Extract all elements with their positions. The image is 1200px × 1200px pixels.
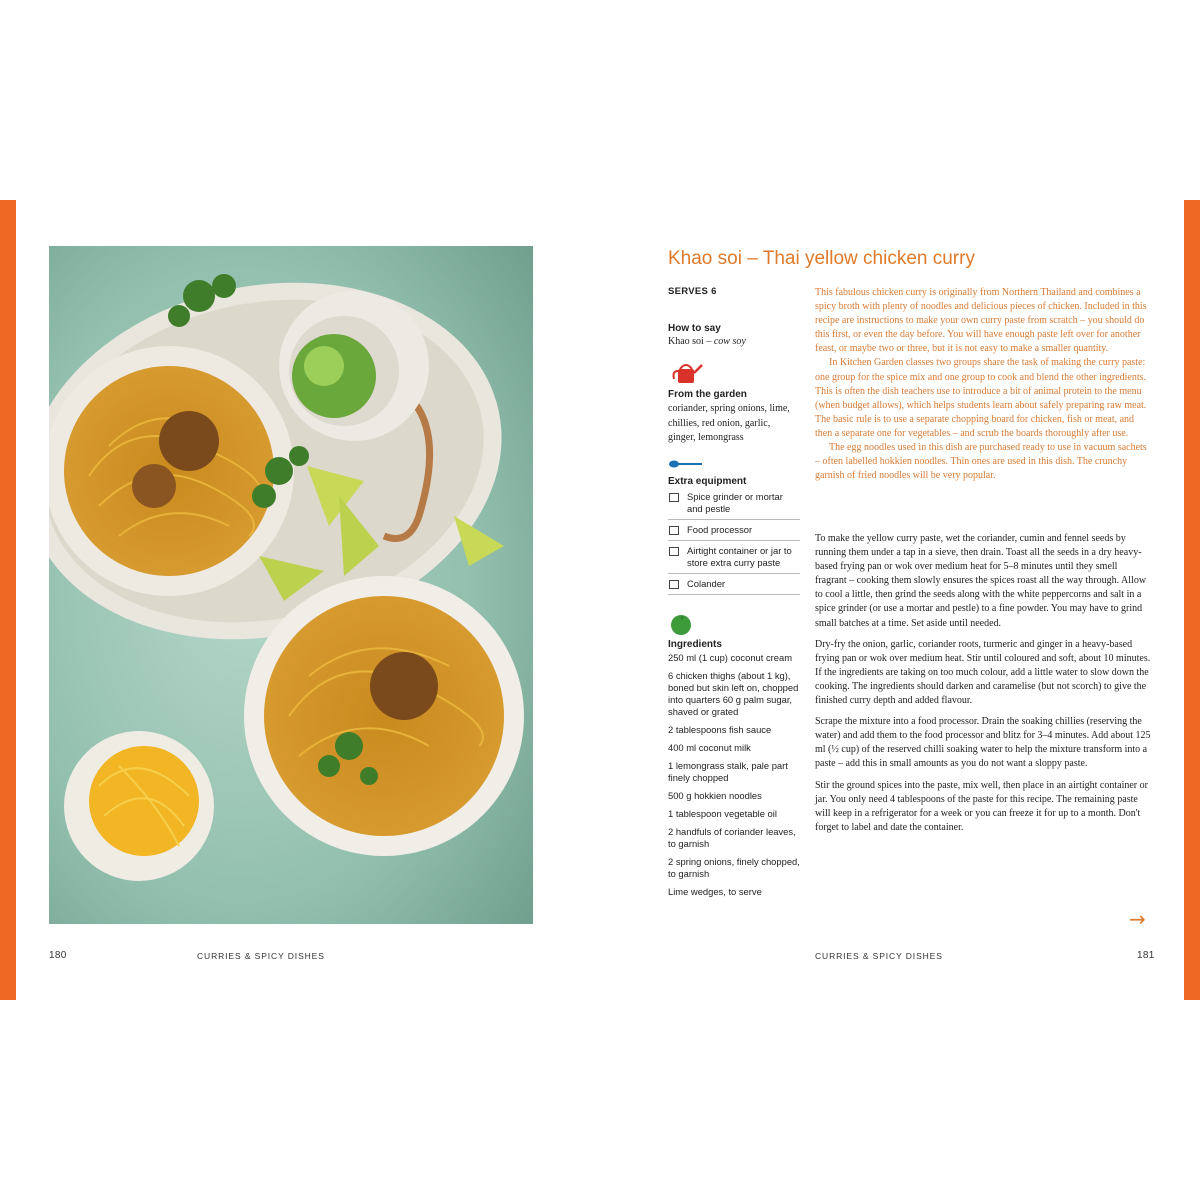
garden-heading: From the garden	[668, 389, 747, 400]
recipe-title: Khao soi – Thai yellow chicken curry	[668, 248, 975, 269]
right-edge-tab	[1184, 200, 1200, 1000]
equipment-item[interactable]: Food processor	[668, 520, 800, 541]
method-paragraph: To make the yellow curry paste, wet the coriander, cumin and fennel seeds by running them under a tap in a sieve, then drain. Toast all the seeds in a dry heavy-based frying pan or wok over medium heat for 5–8 minutes until they smell fragrant – cooking them slowly ensures the spices roast all the way through. Allow to cool a little, then grind the seeds along with the white peppercorns and salt in a spice grinder (or use a mortar and pestle) to a fine powder. You may have to grind small batches at a time. Set aside until needed.	[815, 533, 1147, 629]
ingredient-item: 400 ml coconut milk	[668, 741, 751, 753]
dish-photo	[49, 246, 533, 924]
serves-label: SERVES 6	[668, 286, 717, 297]
right-running-head: CURRIES & SPICY DISHES	[815, 951, 943, 961]
ingredient-item: 6 chicken thighs (about 1 kg), boned but skin left on, chopped into quarters 60 g palm sugar, shaved or grated	[668, 669, 799, 717]
equipment-item[interactable]: Colander	[668, 574, 800, 595]
ingredient-item: 2 tablespoons fish sauce	[668, 723, 772, 735]
ingredients-list	[668, 652, 800, 898]
ingredients-heading: Ingredients	[668, 638, 722, 650]
spoon-icon	[668, 458, 800, 472]
next-page-arrow-icon[interactable]: →	[1129, 907, 1146, 931]
pronunciation: Khao soi – cow soy	[668, 336, 746, 347]
method-paragraph: Dry-fry the onion, garlic, coriander roots, turmeric and ginger in a heavy-based frying pan or wok over medium heat. Stir until coloured and soft, about 10 minutes. If the ingredients are taking on too much colour, add a little water to slow down the cooking. The ingredients should darken and caramelise (but not scorch) to give the finished curry depth and added flavour.	[815, 638, 1151, 707]
checkbox[interactable]	[669, 580, 679, 589]
ingredient-item: 2 spring onions, finely chopped, to garnish	[668, 855, 800, 879]
left-folio: 180	[49, 950, 67, 961]
checkbox[interactable]	[669, 526, 679, 535]
ingredient-item: 250 ml (1 cup) coconut cream	[668, 651, 793, 663]
ingredient-item: 2 handfuls of coriander leaves, to garnish	[668, 825, 796, 849]
recipe-sidebar	[668, 286, 800, 904]
how-to-say-heading: How to say	[668, 323, 721, 334]
intro-paragraph: This fabulous chicken curry is originally from Northern Thailand and combines a spicy broth with plenty of noodles and delicious pieces of chicken. Included in this recipe are instructions to make your own curry paste from scratch – you should do this first, or even the day before. You will have enough paste left over for another feast, or maybe two or three, but it is not easy to make a smaller quantity.	[815, 287, 1147, 355]
equipment-list	[668, 489, 800, 595]
tomato-icon	[668, 611, 800, 635]
book-spread	[0, 200, 1200, 1000]
watering-can-icon	[668, 361, 800, 385]
ingredient-item: 500 g hokkien noodles	[668, 789, 762, 801]
equipment-item[interactable]: Airtight container or jar to store extra curry paste	[668, 541, 800, 574]
ingredient-item: 1 lemongrass stalk, pale part finely chopped	[668, 759, 788, 783]
equipment-heading: Extra equipment	[668, 475, 747, 487]
left-running-head: CURRIES & SPICY DISHES	[197, 951, 325, 961]
checkbox[interactable]	[669, 547, 679, 556]
intro-paragraph: In Kitchen Garden classes two groups share the task of making the curry paste: one group for the spice mix and one group to cook and blend the other ingredients. This is often the dish teachers use to introduce a bit of animal protein to the menu (when budget allows), which helps students learn about safely preparing raw meat. The basic rule is to use a separate chopping board for chicken, fish or meat, and then a separate one for vegetables – and scrub the boards thoroughly after use.	[815, 357, 1147, 439]
method-paragraph: Stir the ground spices into the paste, mix well, then place in an airtight container or jar. You only need 4 tablespoons of the paste for this recipe. The remaining paste will keep in a refrigerator for a week or you can freeze it for up to a month. Don't forget to label and date the container.	[815, 779, 1148, 833]
checkbox[interactable]	[669, 493, 679, 502]
intro-paragraph: The egg noodles used in this dish are purchased ready to use in vacuum sachets – often labelled hokkien noodles. Thin ones are used in this dish. The crunchy garnish of fried noodles will be very popular.	[815, 442, 1147, 482]
garden-list: coriander, spring onions, lime, chillies, red onion, garlic, ginger, lemongrass	[668, 403, 790, 443]
intro-text	[815, 286, 1151, 483]
left-edge-tab	[0, 200, 16, 1000]
method-paragraph: Scrape the mixture into a food processor. Drain the soaking chillies (reserving the water) and add them to the food processor and blitz for 3–4 minutes. Add about 125 ml (½ cup) of the reserved chilli soaking water to help the mixture transform into a paste – add this in small amounts as you do not want a sloppy paste.	[815, 716, 1151, 770]
ingredient-item: Lime wedges, to serve	[668, 885, 762, 897]
right-folio: 181	[1137, 950, 1155, 961]
ingredient-item: 1 tablespoon vegetable oil	[668, 807, 777, 819]
equipment-item[interactable]: Spice grinder or mortar and pestle	[668, 489, 800, 520]
method-text	[815, 532, 1151, 842]
